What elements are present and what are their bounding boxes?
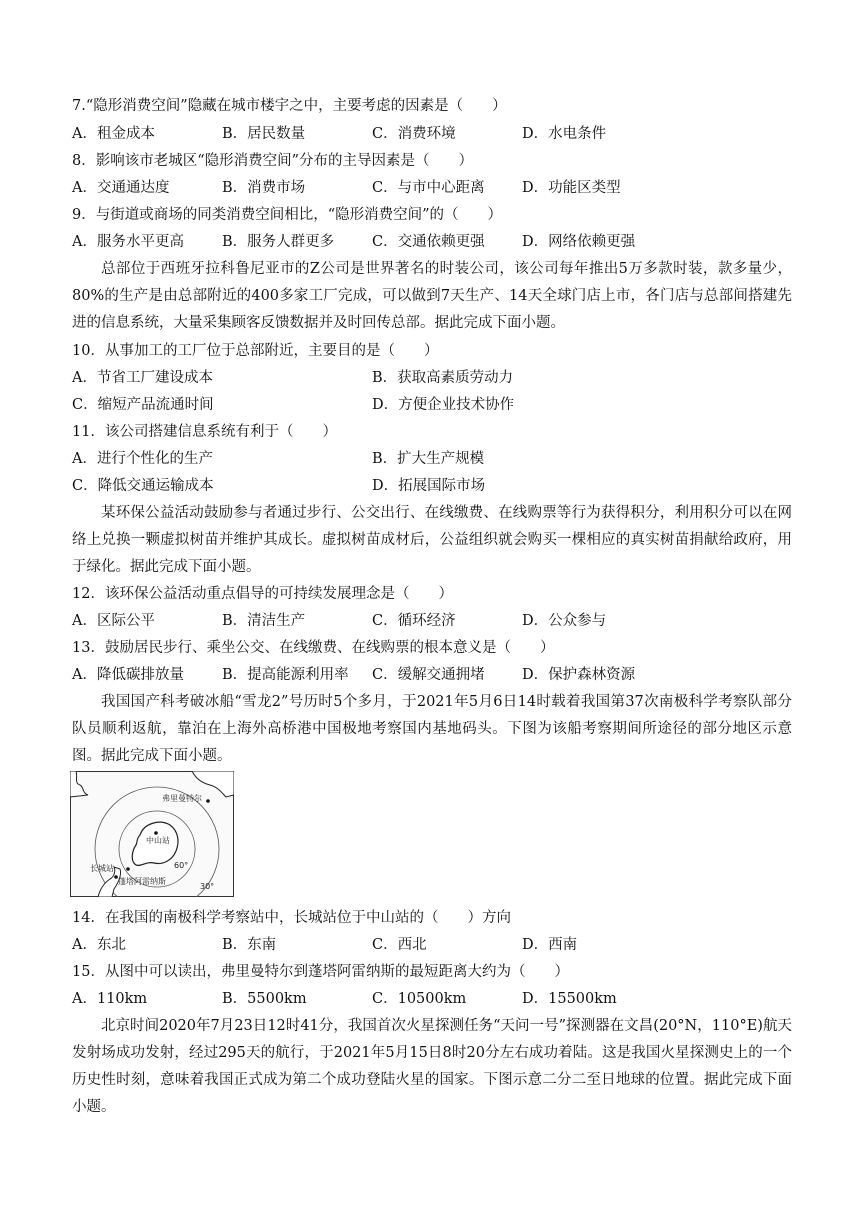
- option-c: C．缓解交通拥堵: [372, 667, 485, 683]
- option-a: A．110km: [72, 991, 148, 1007]
- question-8-options: [72, 178, 792, 198]
- question-10-options-row2: [72, 395, 792, 415]
- passage-environment: 某环保公益活动鼓励参与者通过步行、公交出行、在线缴费、在线购票等行为获得积分，利用积分可以在网络上兑换一颗虚拟树苗并维护其成长。虚拟树苗成材后，公益组织就会购买一棵相应的真实树苗捐献给政府，用于绿化。据此完成下面小题。: [72, 505, 792, 575]
- option-a: A．租金成本: [72, 126, 155, 142]
- label-zhongshan: 中山站: [146, 836, 170, 845]
- option-d: D．网络依赖更强: [522, 234, 636, 250]
- zhongshan-point: [154, 831, 158, 835]
- fremantle-point: [206, 799, 210, 803]
- option-d: D．水电条件: [522, 126, 607, 142]
- changcheng-point: [126, 867, 130, 871]
- option-b: B．消费市场: [222, 180, 306, 196]
- option-a: A．交通通达度: [72, 180, 170, 196]
- option-b: B．居民数量: [222, 126, 306, 142]
- question-15-stem: 15．从图中可以读出，弗里曼特尔到蓬塔阿雷纳斯的最短距离大约为（ ）: [72, 964, 569, 980]
- option-c: C．循环经济: [372, 613, 456, 629]
- option-d: D．拓展国际市场: [372, 478, 486, 494]
- question-10-options-row1: [72, 368, 792, 388]
- option-b: B．5500km: [222, 991, 307, 1007]
- option-d: D．公众参与: [522, 613, 607, 629]
- label-changcheng: 长城站: [90, 864, 114, 873]
- antarctic-map: [70, 771, 234, 897]
- option-d: D．15500km: [522, 991, 617, 1007]
- option-c: C．与市中心距离: [372, 180, 485, 196]
- question-11-stem: 11．该公司搭建信息系统有利于（ ）: [72, 424, 337, 440]
- option-a: A．东北: [72, 937, 126, 953]
- question-13-stem: 13．鼓励居民步行、乘坐公交、在线缴费、在线购票的根本意义是（ ）: [72, 640, 555, 656]
- option-b: B．服务人群更多: [222, 234, 335, 250]
- option-c: C．10500km: [372, 991, 467, 1007]
- option-c: C．降低交通运输成本: [72, 478, 214, 494]
- option-d: D．方便企业技术协作: [372, 397, 515, 413]
- option-c: C．西北: [372, 937, 427, 953]
- option-a: A．进行个性化的生产: [72, 451, 213, 467]
- option-c: C．交通依赖更强: [372, 234, 485, 250]
- passage-mars: 北京时间2020年7月23日12时41分，我国首次火星探测任务“天问一号”探测器在文昌(20°N，110°E)航天发射场成功发射，经过295天的航行，于2021年5月15日8时20分左右成功着陆。这是我国火星探测史上的一个历史性时刻，意味着我国正式成为第二个成功登陆火星的国家。下图示意二分二至日地球的位置。据此完成下面小题。: [72, 1018, 792, 1115]
- option-a: A．服务水平更高: [72, 234, 184, 250]
- label-punta: 蓬塔阿雷纳斯: [118, 877, 166, 886]
- antarctic-map-figure: [70, 771, 234, 897]
- question-12-stem: 12．该环保公益活动重点倡导的可持续发展理念是（ ）: [72, 586, 453, 602]
- option-d: D．功能区类型: [522, 180, 621, 196]
- passage-company: 总部位于西班牙拉科鲁尼亚市的Z公司是世界著名的时装公司，该公司每年推出5万多款时装，款多量少，80%的生产是由总部附近的400多家工厂完成，可以做到7天生产、14天全球门店上市，各门店与总部间搭建先进的信息系统，大量采集顾客反馈数据并及时回传总部。据此完成下面小题。: [72, 261, 792, 331]
- option-c: C．消费环境: [372, 126, 456, 142]
- question-9-stem: 9．与街道或商场的同类消费空间相比，“隐形消费空间”的（ ）: [72, 207, 503, 223]
- option-a: A．降低碳排放量: [72, 667, 184, 683]
- option-b: B．提高能源利用率: [222, 667, 349, 683]
- option-b: B．扩大生产规模: [372, 451, 485, 467]
- question-9-options: [72, 232, 792, 252]
- question-12-options: [72, 611, 792, 631]
- question-7-options: [72, 124, 792, 144]
- question-8-stem: 8．影响该市老城区“隐形消费空间”分布的主导因素是（ ）: [72, 153, 474, 169]
- option-a: A．区际公平: [72, 613, 155, 629]
- option-b: B．东南: [222, 937, 277, 953]
- label-60: 60°: [174, 861, 189, 870]
- label-30: 30°: [200, 882, 215, 891]
- question-11-options-row1: [72, 449, 792, 469]
- option-b: B．获取高素质劳动力: [372, 370, 514, 386]
- question-14-stem: 14．在我国的南极科学考察站中，长城站位于中山站的（ ）方向: [72, 910, 511, 926]
- option-d: D．西南: [522, 937, 578, 953]
- question-11-options-row2: [72, 476, 792, 496]
- question-13-options: [72, 665, 792, 685]
- label-fremantle: 弗里曼特尔: [162, 794, 202, 803]
- question-15-options: [72, 989, 792, 1009]
- question-14-options: [72, 935, 792, 955]
- option-c: C．缩短产品流通时间: [72, 397, 214, 413]
- option-a: A．节省工厂建设成本: [72, 370, 213, 386]
- option-b: B．清洁生产: [222, 613, 306, 629]
- question-7-stem: 7.“隐形消费空间”隐藏在城市楼宇之中，主要考虑的因素是（ ）: [72, 98, 507, 114]
- question-10-stem: 10．从事加工的工厂位于总部附近，主要目的是（ ）: [72, 343, 439, 359]
- passage-icebreaker: 我国国产科考破冰船“雪龙2”号历时5个多月，于2021年5月6日14时载着我国第37次南极科学考察队部分队员顺利返航，靠泊在上海外高桥港中国极地考察国内基地码头。下图为该船考察期间所途径的部分地区示意图。据此完成下面小题。: [72, 694, 792, 764]
- option-d: D．保护森林资源: [522, 667, 636, 683]
